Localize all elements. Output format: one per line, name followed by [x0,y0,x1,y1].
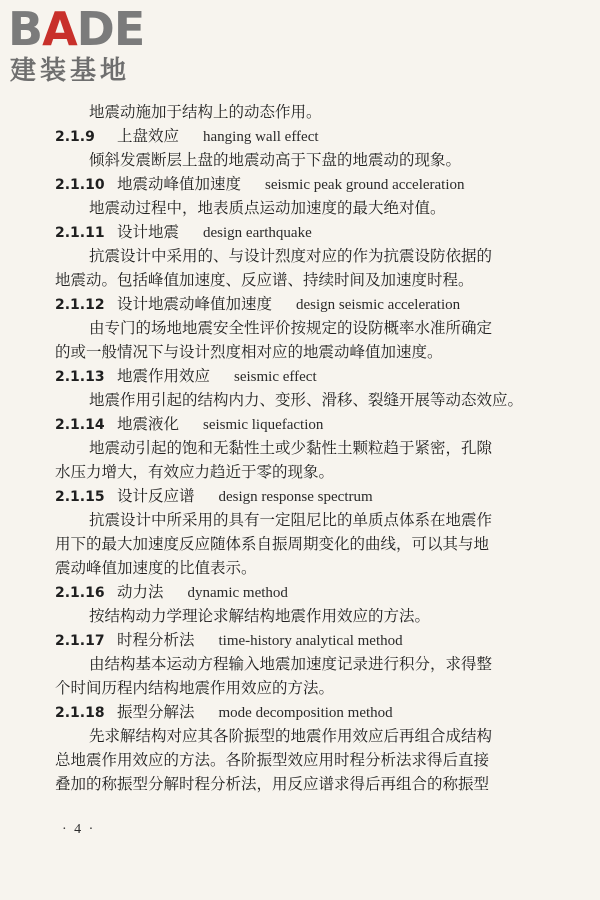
definition-line: 先求解结构对应其各阶振型的地震作用效应后再组合成结构 [89,727,493,745]
definition-line: 地震动引起的饱和无黏性土或少黏性土颗粒趋于紧密，孔隙 [89,439,493,457]
term-heading [55,172,550,196]
definition-line: 总地震作用效应的方法。各阶振型效应用时程分析法求得后直接 [55,751,490,769]
term-english-title: design earthquake [203,225,312,241]
term-english-title: dynamic method [187,585,288,601]
term-chinese-title: 地震液化 [117,415,180,433]
term-chinese-title: 时程分析法 [117,631,195,649]
definition-line: 个时间历程内结构地震作用效应的方法。 [55,679,335,697]
term-number: 2.1.13 [55,369,105,385]
definition-line: 的或一般情况下与设计烈度相对应的地震动峰值加速度。 [55,343,443,361]
definition-line: 抗震设计中所采用的具有一定阻尼比的单质点体系在地震作 [89,511,493,529]
term-number: 2.1.15 [55,489,105,505]
term-heading [55,220,550,244]
term-number: 2.1.11 [55,225,105,241]
term-heading [55,484,550,508]
logo-letters-de: DE [76,2,145,56]
term-heading [55,364,550,388]
document-body [55,100,550,796]
term-chinese-title: 上盘效应 [117,127,180,145]
term-heading [55,412,550,436]
definition-line: 地震作用引起的结构内力、变形、滑移、裂缝开展等动态效应。 [89,391,524,409]
definition-line: 倾斜发震断层上盘的地震动高于下盘的地震动的现象。 [89,151,462,169]
definition-line: 用下的最大加速度反应随体系自振周期变化的曲线，可以其与地 [55,535,490,553]
definition-line: 水压力增大，有效应力趋近于零的现象。 [55,463,335,481]
term-number: 2.1.14 [55,417,105,433]
definition-line: 叠加的称振型分解时程分析法，用反应谱求得后再组合的称振型 [55,775,490,793]
term-chinese-title: 地震动峰值加速度 [117,175,242,193]
term-number: 2.1.12 [55,297,105,313]
term-english-title: mode decomposition method [218,705,393,721]
term-chinese-title: 地震作用效应 [117,367,211,385]
term-heading [55,292,550,316]
term-english-title: seismic effect [234,369,317,385]
definition-line: 抗震设计中采用的、与设计烈度对应的作为抗震设防依据的 [89,247,493,265]
definition-line: 地震动过程中，地表质点运动加速度的最大绝对值。 [89,199,446,217]
definition-line: 由结构基本运动方程输入地震加速度记录进行积分，求得整 [89,655,493,673]
definition-line: 地震动。包括峰值加速度、反应谱、持续时间及加速度时程。 [55,271,474,289]
logo-letter-b: B [8,2,43,56]
term-english-title: seismic peak ground acceleration [265,177,465,193]
term-english-title: seismic liquefaction [203,417,324,433]
page-number: · 4 · [62,822,96,837]
term-english-title: hanging wall effect [203,129,319,145]
definition-line: 由专门的场地地震安全性评价按规定的设防概率水准所确定 [89,319,493,337]
term-heading [55,628,550,652]
term-english-title: design response spectrum [218,489,373,505]
logo [8,4,198,86]
term-chinese-title: 设计地震动峰值加速度 [117,295,273,313]
term-entries [55,124,550,796]
term-number: 2.1.17 [55,633,105,649]
logo-wordmark [8,4,144,54]
term-chinese-title: 动力法 [117,583,164,601]
term-english-title: design seismic acceleration [296,297,461,313]
term-chinese-title: 设计地震 [117,223,180,241]
term-english-title: time-history analytical method [218,633,403,649]
definition-line: 震动峰值加速度的比值表示。 [55,559,257,577]
term-number: 2.1.10 [55,177,105,193]
logo-chinese-name: 建装基地 [10,56,131,86]
definition-line: 按结构动力学理论求解结构地震作用效应的方法。 [89,607,431,625]
term-number: 2.1.9 [55,129,95,145]
term-number: 2.1.18 [55,705,105,721]
term-chinese-title: 设计反应谱 [117,487,195,505]
logo-letter-a: A [42,2,77,56]
term-heading [55,124,550,148]
term-number: 2.1.16 [55,585,105,601]
intro-line: 地震动施加于结构上的动态作用。 [89,103,322,121]
term-chinese-title: 振型分解法 [117,703,195,721]
term-heading [55,580,550,604]
term-heading [55,700,550,724]
